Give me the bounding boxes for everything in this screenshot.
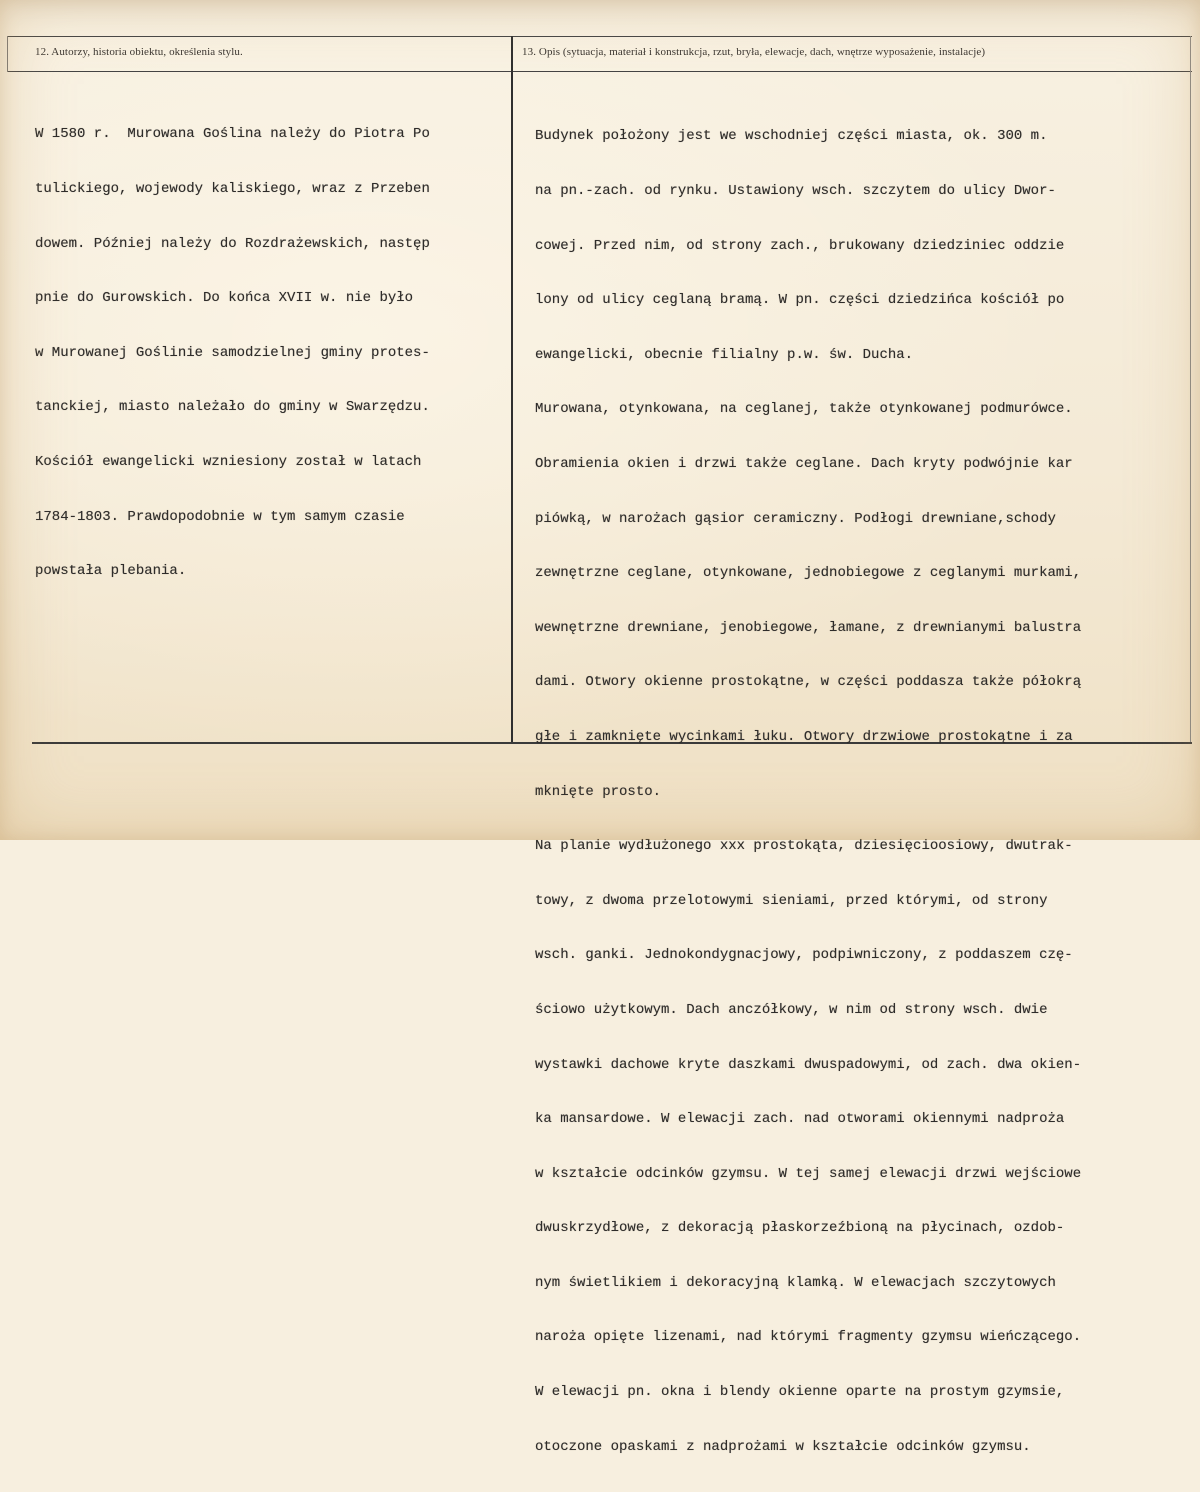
description-line: Murowana, otynkowana, na ceglanej, także otynkowanej podmurówce.	[535, 401, 1073, 418]
description-line: Obramienia okien i drzwi także ceglane. Dach kryty podwójnie kar	[535, 455, 1073, 472]
description-line: wsch. ganki. Jednokondygnacjowy, podpiwniczony, z poddaszem czę-	[535, 947, 1073, 964]
description-line: wewnętrzne drewniane, jenobiegowe, łamane, z drewnianymi balustra	[535, 619, 1082, 636]
description-line: otoczone opaskami z nadprożami w kształcie odcinków gzymsu.	[535, 1438, 1031, 1455]
description-text	[535, 91, 1185, 1492]
history-line: dowem. Później należy do Rozdrażewskich, następ	[35, 235, 430, 252]
top-margin	[0, 0, 1200, 30]
description-line: Budynek położony jest we wschodniej części miasta, ok. 300 m.	[535, 128, 1048, 145]
description-line: głe i zamknięte wycinkami łuku. Otwory drzwiowe prostokątne i za	[535, 728, 1073, 745]
history-line: tulickiego, wojewody kaliskiego, wraz z Przeben	[35, 181, 430, 197]
description-line: na pn.-zach. od rynku. Ustawiony wsch. szczytem do ulicy Dwor-	[535, 183, 1056, 199]
description-line: zewnętrzne ceglane, otynkowane, jednobiegowe z ceglanymi murkami,	[535, 565, 1082, 582]
description-line: towy, z dwoma przelotowymi sieniami, przed którymi, od strony	[535, 892, 1048, 909]
description-line: nym świetlikiem i dekoracyjną klamką. W elewacjach szczytowych	[535, 1274, 1056, 1291]
description-line: Na planie wydłużonego xxx prostokąta, dziesięcioosiowy, dwutrak-	[535, 838, 1073, 855]
history-line: powstała plebania.	[35, 563, 187, 580]
description-line: lony od ulicy ceglaną bramą. W pn. części dziedzińca kościół po	[535, 292, 1065, 309]
left-edge-rule	[7, 36, 8, 72]
top-rule	[8, 36, 1192, 37]
description-line: mknięte prosto.	[535, 783, 662, 800]
history-line: w Murowanej Goślinie samodzielnej gminy protes-	[35, 344, 430, 361]
history-line: pnie do Gurowskich. Do końca XVII w. nie było	[35, 290, 414, 307]
description-line: ściowo użytkowym. Dach anczółkowy, w nim od strony wsch. dwie	[535, 1001, 1048, 1018]
description-line: dwuskrzydłowe, z dekoracją płaskorzeźbioną na płycinach, ozdob-	[535, 1220, 1065, 1237]
history-text	[35, 89, 505, 617]
description-line: w kształcie odcinków gzymsu. W tej samej elewacji drzwi wejściowe	[535, 1165, 1082, 1182]
description-line: naroża opięte lizenami, nad którymi fragmenty gzymsu wieńczącego.	[535, 1329, 1082, 1346]
column-divider	[511, 36, 513, 742]
section-12-header: 12. Autorzy, historia obiektu, określenia stylu.	[35, 46, 243, 58]
description-line: ewangelicki, obecnie filialny p.w. św. Ducha.	[535, 346, 914, 363]
history-line: Kościół ewangelicki wzniesiony został w latach	[35, 453, 422, 470]
history-line: tanckiej, miasto należało do gminy w Swarzędzu.	[35, 399, 430, 416]
description-line: piówką, w narożach gąsior ceramiczny. Podłogi drewniane,schody	[535, 510, 1056, 527]
right-edge-rule	[1190, 36, 1191, 742]
description-line: ka mansardowe. W elewacji zach. nad otworami okiennymi nadproża	[535, 1111, 1065, 1128]
description-line: W elewacji pn. okna i blendy okienne oparte na prostym gzymsie,	[535, 1384, 1065, 1401]
description-line: cowej. Przed nim, od strony zach., brukowany dziedziniec oddzie	[535, 237, 1065, 254]
history-line: 1784-1803. Prawdopodobnie w tym samym czasie	[35, 508, 405, 525]
description-line: wystawki dachowe kryte daszkami dwuspadowymi, od zach. dwa okien-	[535, 1056, 1082, 1073]
description-line: dami. Otwory okienne prostokątne, w części poddasza także półokrą	[535, 674, 1082, 691]
history-line: W 1580 r. Murowana Goślina należy do Piotra Po	[35, 126, 430, 143]
header-rule	[8, 71, 1192, 72]
section-13-header: 13. Opis (sytuacja, materiał i konstrukcja, rzut, bryła, elewacje, dach, wnętrze wyposażenie, instalacje)	[522, 46, 986, 58]
